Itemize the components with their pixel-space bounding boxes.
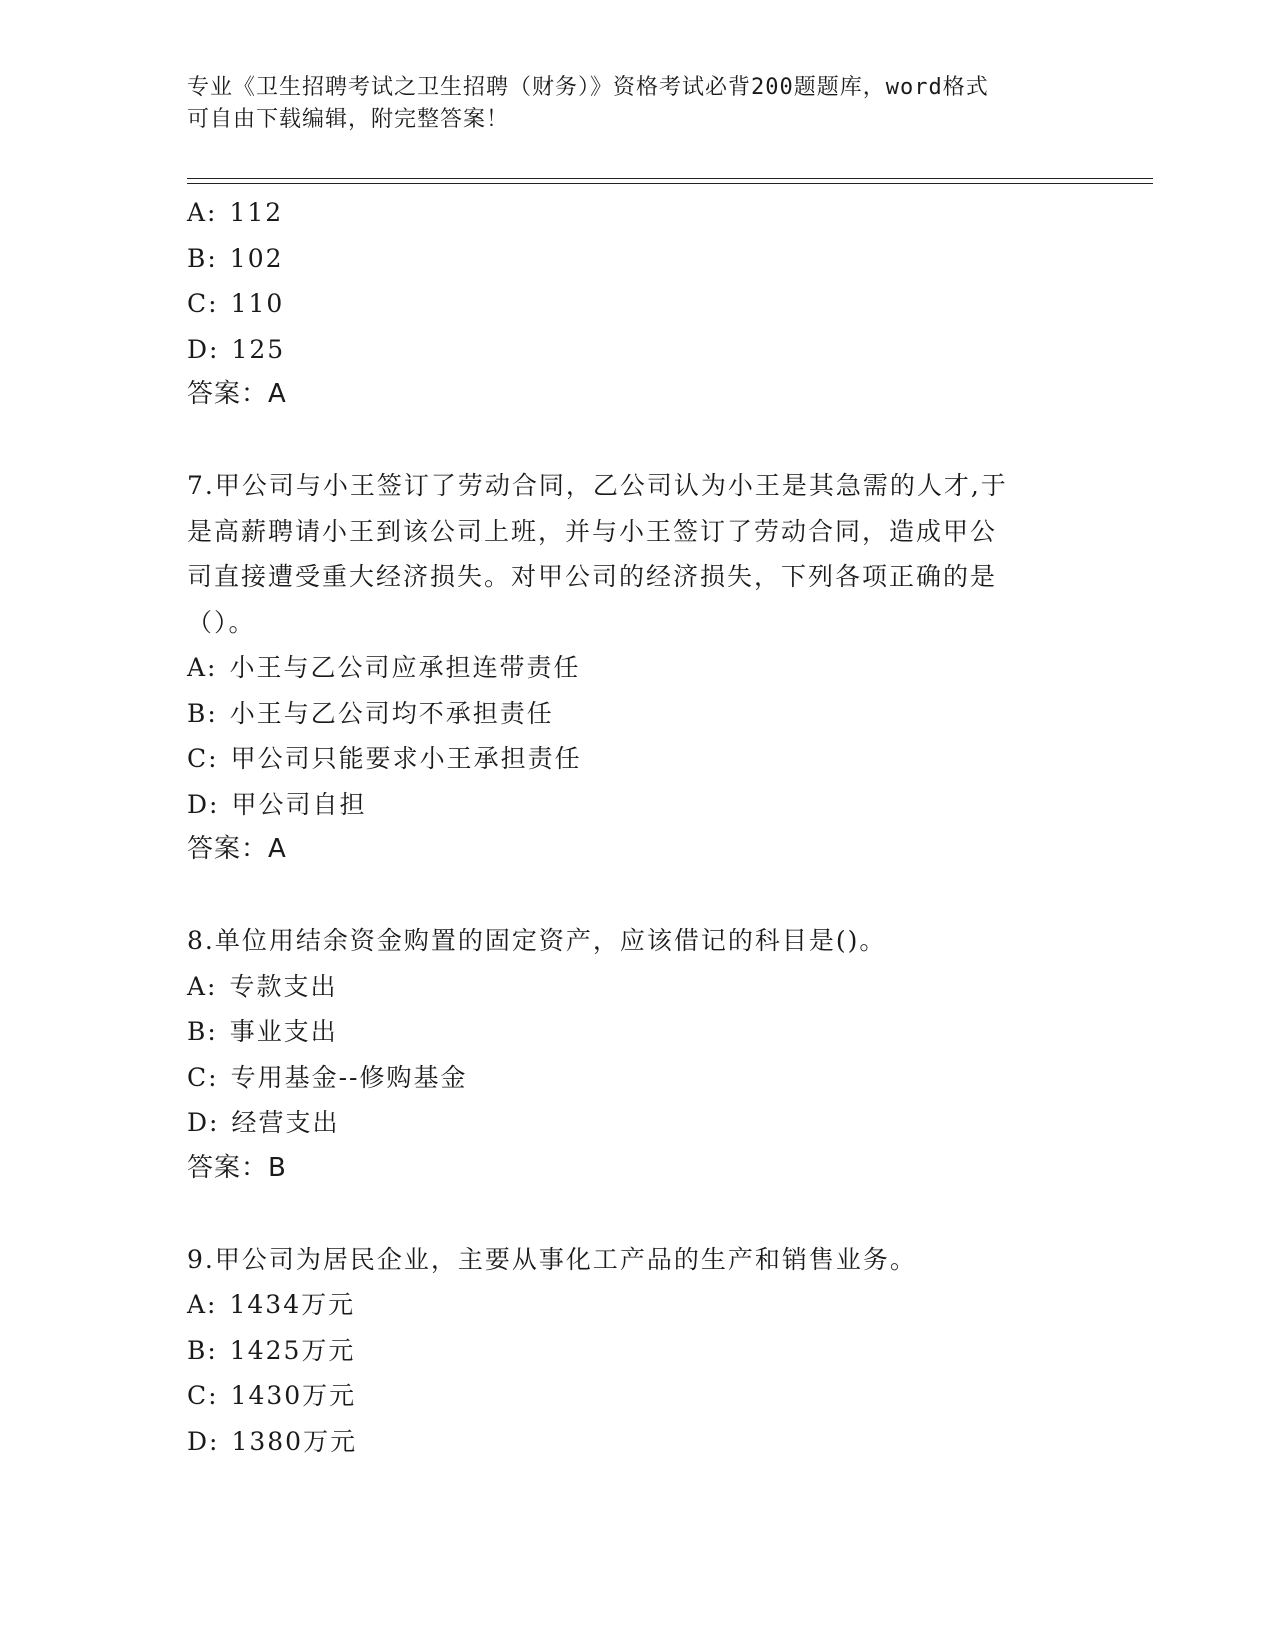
question-block-6: [187, 190, 1087, 418]
document-header: [187, 72, 1087, 136]
question-text-line: （）。: [187, 607, 256, 637]
header-divider-bottom: [187, 183, 1153, 184]
option-c: C: 110: [187, 289, 285, 318]
option-a: A: 专款支出: [187, 971, 338, 1001]
question-list: [187, 190, 1087, 1464]
question-text-line: 司直接遭受重大经济损失。对甲公司的经济损失，下列各项正确的是: [187, 562, 998, 591]
option-b: B: 102: [187, 243, 284, 273]
option-d: D: 125: [187, 334, 286, 364]
option-a: A: 1434万元: [187, 1290, 356, 1319]
option-c: C: 1430万元: [187, 1381, 357, 1410]
option-c: C: 专用基金--修购基金: [187, 1062, 468, 1092]
option-d: D: 甲公司自担: [187, 789, 367, 819]
answer-line: 答案：A: [187, 834, 287, 864]
question-block-9: [187, 1237, 1087, 1465]
header-line-2: 可自由下载编辑，附完整答案！: [187, 107, 510, 132]
option-a: A: 112: [187, 198, 284, 227]
option-c: C: 甲公司只能要求小王承担责任: [187, 744, 582, 773]
question-text-line: 8.单位用结余资金购置的固定资产，应该借记的科目是()。: [187, 926, 887, 955]
header-line-1: 专业《卫生招聘考试之卫生招聘（财务）》资格考试必背200题题库，word格式: [187, 75, 989, 100]
header-divider-top: [187, 178, 1153, 179]
option-a: A: 小王与乙公司应承担连带责任: [187, 653, 581, 682]
question-text-line: 是高薪聘请小王到该公司上班，并与小王签订了劳动合同，造成甲公: [187, 516, 998, 546]
question-block-7: [187, 463, 1087, 873]
answer-line: 答案：A: [187, 379, 287, 409]
option-d: D: 1380万元: [187, 1426, 358, 1456]
question-block-8: [187, 918, 1087, 1191]
option-d: D: 经营支出: [187, 1108, 340, 1137]
question-text-line: 7.甲公司与小王签订了劳动合同，乙公司认为小王是其急需的人才,于: [187, 471, 1008, 500]
answer-line: 答案：B: [187, 1152, 287, 1183]
option-b: B: 小王与乙公司均不承担责任: [187, 698, 554, 728]
question-text-line: 9.甲公司为居民企业，主要从事化工产品的生产和销售业务。: [187, 1244, 917, 1274]
option-b: B: 事业支出: [187, 1017, 338, 1046]
option-b: B: 1425万元: [187, 1335, 356, 1365]
